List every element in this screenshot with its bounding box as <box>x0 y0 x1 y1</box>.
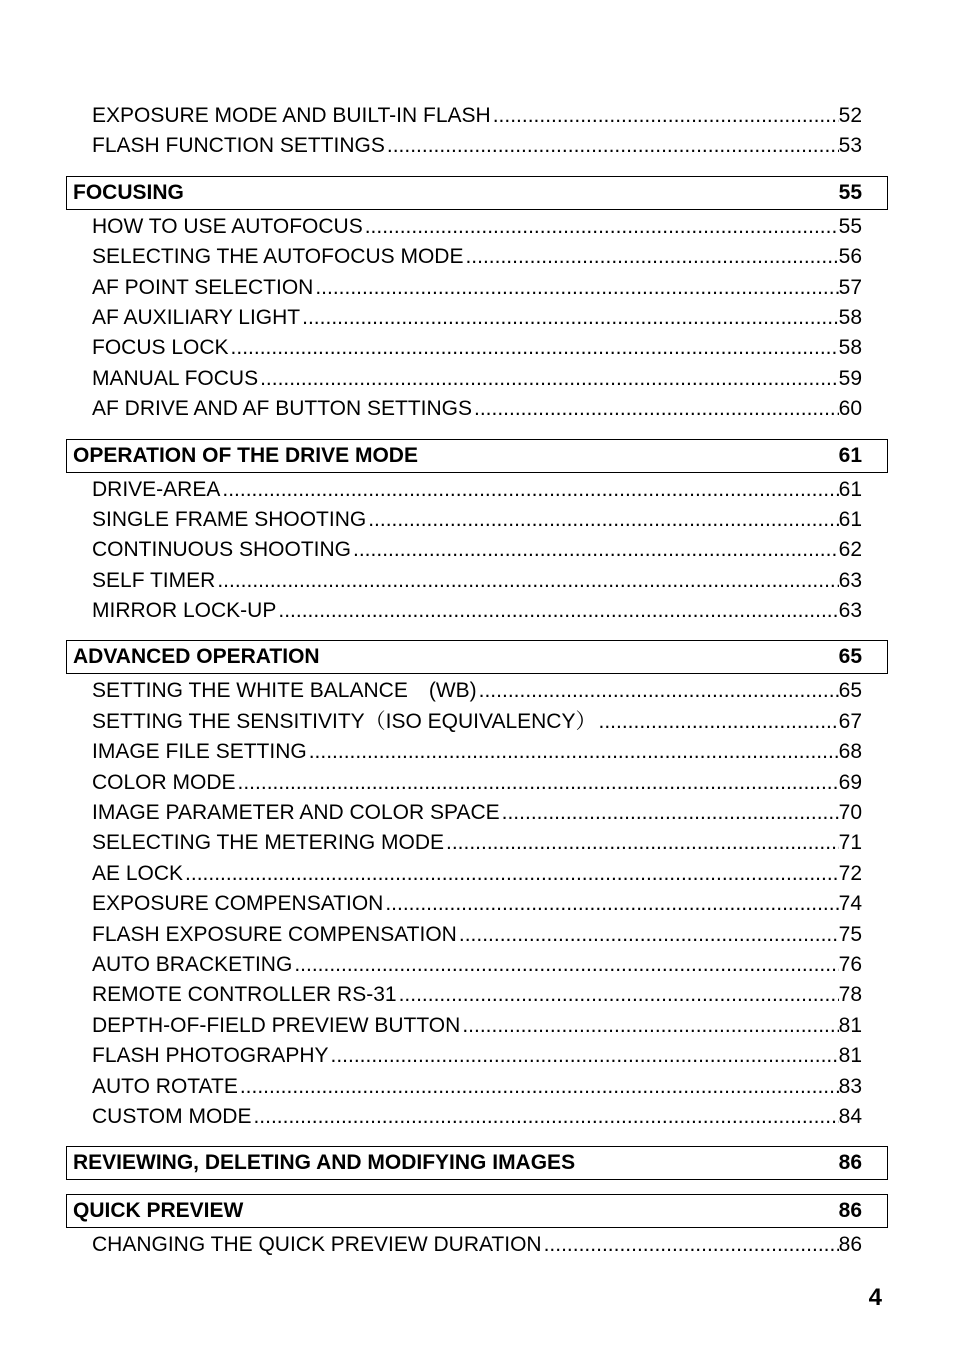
toc-entry-page: 60 <box>838 397 862 421</box>
toc-entry <box>92 1041 862 1071</box>
toc-entry <box>92 101 862 131</box>
toc-entry-label: DRIVE-AREA <box>92 477 221 501</box>
toc-leader-dots <box>502 798 839 828</box>
toc-entry <box>92 676 862 706</box>
toc-entry-label: SELECTING THE METERING MODE <box>92 831 444 855</box>
table-of-contents <box>66 101 888 1261</box>
toc-leader-dots <box>309 737 839 767</box>
toc-leader-dots <box>315 273 838 303</box>
toc-leader-dots <box>294 950 838 980</box>
toc-entry-label: HOW TO USE AUTOFOCUS <box>92 214 363 238</box>
toc-section-heading <box>66 1146 888 1180</box>
toc-leader-dots <box>479 676 839 706</box>
toc-leader-dots <box>238 768 839 798</box>
toc-section-page: 55 <box>838 180 862 204</box>
toc-entry-label: CUSTOM MODE <box>92 1104 252 1128</box>
toc-leader-dots <box>474 394 839 424</box>
toc-section-page: 86 <box>838 1199 862 1223</box>
toc-entry-label: CONTINUOUS SHOOTING <box>92 538 352 562</box>
toc-leader-dots <box>493 101 839 131</box>
toc-entry-label: SINGLE FRAME SHOOTING <box>92 507 367 531</box>
toc-leader-dots <box>365 212 839 242</box>
toc-leader-dots <box>353 535 839 565</box>
toc-entry-page: 68 <box>838 740 862 764</box>
toc-section-heading <box>66 439 888 473</box>
toc-leader-dots <box>598 707 838 737</box>
toc-entry <box>92 212 862 242</box>
toc-leader-dots <box>462 1011 838 1041</box>
toc-leader-dots <box>240 1072 839 1102</box>
toc-section-label: FOCUSING <box>73 180 184 204</box>
toc-entry-page: 84 <box>838 1104 862 1128</box>
toc-entry <box>92 768 862 798</box>
toc-section-label: REVIEWING, DELETING AND MODIFYING IMAGES <box>73 1151 576 1175</box>
toc-leader-dots <box>465 242 838 272</box>
toc-leader-dots <box>222 475 838 505</box>
toc-section-heading <box>66 176 888 210</box>
toc-entry-label: EXPOSURE COMPENSATION <box>92 892 384 916</box>
toc-entry-page: 61 <box>838 507 862 531</box>
toc-entry <box>92 333 862 363</box>
toc-section-label: OPERATION OF THE DRIVE MODE <box>73 443 418 467</box>
toc-entry-label: SELECTING THE AUTOFOCUS MODE <box>92 245 464 269</box>
toc-entry <box>92 707 862 737</box>
toc-entry <box>92 1072 862 1102</box>
toc-entry-page: 76 <box>838 952 862 976</box>
toc-entry-page: 72 <box>838 861 862 885</box>
toc-entry-label: IMAGE FILE SETTING <box>92 740 307 764</box>
toc-leader-dots <box>185 859 839 889</box>
toc-entry-label: IMAGE PARAMETER AND COLOR SPACE <box>92 801 500 825</box>
toc-entry-label: MIRROR LOCK-UP <box>92 599 277 623</box>
toc-entry-page: 57 <box>838 275 862 299</box>
toc-entry-label: FLASH FUNCTION SETTINGS <box>92 134 385 158</box>
toc-entry <box>92 566 862 596</box>
toc-entry-page: 86 <box>838 1233 862 1257</box>
toc-leader-dots <box>544 1230 839 1260</box>
toc-entry-label: FOCUS LOCK <box>92 336 229 360</box>
toc-entry-label: SELF TIMER <box>92 568 216 592</box>
toc-entry-label: FLASH PHOTOGRAPHY <box>92 1044 329 1068</box>
toc-entry-page: 56 <box>838 245 862 269</box>
toc-entry <box>92 475 862 505</box>
toc-section-page: 86 <box>838 1151 862 1175</box>
toc-entry <box>92 1230 862 1260</box>
toc-entry-label: AUTO BRACKETING <box>92 952 293 976</box>
toc-entry-page: 59 <box>838 366 862 390</box>
toc-leader-dots <box>278 596 838 626</box>
toc-entry <box>92 364 862 394</box>
toc-entry-page: 67 <box>838 709 862 733</box>
toc-leader-dots <box>253 1102 838 1132</box>
toc-entry <box>92 798 862 828</box>
toc-entry-page: 62 <box>838 538 862 562</box>
toc-entry <box>92 273 862 303</box>
toc-entry-page: 65 <box>838 679 862 703</box>
toc-entry-page: 52 <box>838 104 862 127</box>
toc-entry-label: EXPOSURE MODE AND BUILT-IN FLASH <box>92 104 491 127</box>
toc-entry-page: 78 <box>838 983 862 1007</box>
toc-leader-dots <box>399 980 839 1010</box>
toc-entry-label: AF POINT SELECTION <box>92 275 314 299</box>
toc-entry-label: SETTING THE WHITE BALANCE (WB) <box>92 679 477 703</box>
toc-entry <box>92 859 862 889</box>
toc-entry <box>92 394 862 424</box>
toc-leader-dots <box>446 828 839 858</box>
toc-leader-dots <box>368 505 838 535</box>
toc-entry <box>92 920 862 950</box>
toc-section-page: 65 <box>838 645 862 669</box>
toc-entry <box>92 950 862 980</box>
toc-entry <box>92 242 862 272</box>
toc-leader-dots <box>231 333 839 363</box>
toc-leader-dots <box>385 889 838 919</box>
toc-leader-dots <box>331 1041 839 1071</box>
toc-entry-page: 63 <box>838 568 862 592</box>
toc-entry-page: 75 <box>838 922 862 946</box>
toc-entry-page: 71 <box>838 831 862 855</box>
toc-entry-label: FLASH EXPOSURE COMPENSATION <box>92 922 457 946</box>
toc-leader-dots <box>387 131 839 161</box>
toc-entry-page: 53 <box>838 134 862 158</box>
toc-entry <box>92 596 862 626</box>
toc-entry-label: SETTING THE SENSITIVITY（ISO EQUIVALENCY） <box>92 709 597 733</box>
toc-section-label: ADVANCED OPERATION <box>73 645 320 669</box>
toc-section-page: 61 <box>838 443 862 467</box>
toc-entry-page: 58 <box>838 305 862 329</box>
toc-leader-dots <box>302 303 839 333</box>
toc-entry <box>92 1011 862 1041</box>
toc-section-heading <box>66 1194 888 1228</box>
toc-entry-page: 70 <box>838 801 862 825</box>
toc-leader-dots <box>459 920 839 950</box>
toc-entry <box>92 303 862 333</box>
toc-entry <box>92 737 862 767</box>
toc-entry-label: CHANGING THE QUICK PREVIEW DURATION <box>92 1233 542 1257</box>
toc-entry-page: 61 <box>838 477 862 501</box>
toc-section-heading <box>66 640 888 674</box>
toc-entry <box>92 535 862 565</box>
toc-entry-label: COLOR MODE <box>92 770 236 794</box>
toc-entry <box>92 131 862 161</box>
toc-entry-label: AF DRIVE AND AF BUTTON SETTINGS <box>92 397 472 421</box>
toc-entry <box>92 1102 862 1132</box>
toc-entry-page: 58 <box>838 336 862 360</box>
toc-entry-label: AUTO ROTATE <box>92 1074 238 1098</box>
toc-entry-page: 63 <box>838 599 862 623</box>
toc-entry-page: 74 <box>838 892 862 916</box>
toc-entry-label: AF AUXILIARY LIGHT <box>92 305 301 329</box>
toc-entry <box>92 980 862 1010</box>
toc-entry-page: 69 <box>838 770 862 794</box>
toc-leader-dots <box>260 364 839 394</box>
toc-entry-label: REMOTE CONTROLLER RS-31 <box>92 983 397 1007</box>
page-number: 4 <box>868 1284 882 1311</box>
toc-entry-page: 83 <box>838 1074 862 1098</box>
toc-entry-label: AE LOCK <box>92 861 184 885</box>
toc-leader-dots <box>217 566 838 596</box>
toc-entry <box>92 505 862 535</box>
toc-entry <box>92 828 862 858</box>
toc-entry <box>92 889 862 919</box>
toc-section-label: QUICK PREVIEW <box>73 1199 244 1223</box>
toc-entry-page: 55 <box>838 214 862 238</box>
toc-entry-label: DEPTH-OF-FIELD PREVIEW BUTTON <box>92 1013 461 1037</box>
toc-entry-page: 81 <box>838 1013 862 1037</box>
toc-entry-label: MANUAL FOCUS <box>92 366 259 390</box>
toc-entry-page: 81 <box>838 1044 862 1068</box>
